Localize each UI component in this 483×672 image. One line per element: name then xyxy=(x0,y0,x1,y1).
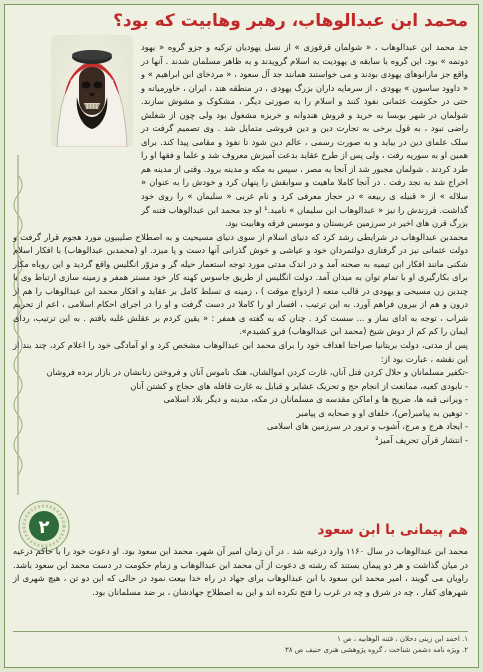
plan-item: - ویرانی قبه ها، ضریح ها و اماکن مقدسه ی مسلمانان در مکه، مدینه و دیگر بلاد اسلامی xyxy=(163,394,468,405)
paragraph-2: محمدبن عبدالوهاب در شرایطی رشد کرد که دنیای اسلام از سوی دنیای مسیحیت و به اصطلاح صلیبیون مورد هجوم قرار گرفت و دولت عثمانی نیز در گرفتاری دولتمردان خود و عیاشی و خوش گذرانی آنها دست و پا میزد. او (محمدبن عبدالوهاب) با افکار اسلام شکنی مانند افکار ابن تیمیه به صحنه آمد و در اندک مدتی مورد توجه استعمار حیله گر و مزوّر انگلیس واقع گردید و این روباه مکار برای بکارگیری او با تمام توان به میدان آمد. دولت انگلیس از طریق جاسوس کهنه کار خود مستر همفر و زمینه سازی ارتباط وی با چندین زن مسیحی و یهودی در قالب متعه ( ازدواج موقت ) ، زمینه ی تسلط کامل بر عقاید و افکار محمد ابن عبدالوهاب را هم از درون و هم از بیرون فراهم آورد. به این ترتیب ، افسار او را کاملا در دست گرفت و او را در اجرای احکام اسلامی ، اعم از تحریم شراب ، توجه به ادای نماز و ... سست کرد . چنان که به گفته ی همفر : « یقین کردم بر عقلش غلبه یافتم . به این ترتیب، ردای ایمان را کم کم از دوش شیخ (محمد ابن عبدالوهاب) فرو کشیدم». xyxy=(13,231,468,337)
section-body: محمد ابن عبدالوهاب در سال ۱۱۶۰ وارد درعیه شد . در آن زمان امیر آن شهر، محمد ابن سعود بود. او دعوت خود را با حاکم درعیه در میان گذاشت و هر دو پیمان بستند که رشته ی دعوت از آن محمد ابن عبدالوهاب و زمام حکومت در دست محمد ابن سعود باشد. راویان می گویند ، امیر محمد ابن سعود با ابن عبدالوهاب برای جهاد در راه خدا بیعت نمود در حالی که این دو تن ، هیچ شهری از شهرهای کفار ، چه در شرق و چه در غرب را فتح نکرده اند و این به اصطلاح جهادشان ، بر ضد مسلمانان بود. xyxy=(13,546,468,597)
footnotes xyxy=(13,631,468,656)
plan-item: - ایجاد هرج و مرج، آشوب و ترور در سرزمین های اسلامی xyxy=(266,421,468,432)
page-number: ۲ xyxy=(38,517,50,538)
plan-list xyxy=(13,366,468,447)
plan-item: - نابودی کعبه، ممانعت از انجام حج و تحریک عشایر و قبایل به غارت قافله های حجاج و کشتن آنان xyxy=(130,380,468,391)
paragraph-1: جد محمد ابن عبدالوهاب ، « شولمان قرقوزی » از نسل یهودیان ترکیه و جزو گروه « یهود دونمه » بود. این گروه با سابقه ی یهودیت به اسلام گرویدند و به ظاهر مسلمان شدند . آنها در واقع جز مارانوهای یهودی بودند و می خواستند همانند جد آل سعود ، « مردخای ابن ابراهیم » و « داوود ساسون » یهودی ، از سرمایه داران بزرگ یهودی ، در منطقه هند ، ایران ، خاورمیانه و حتی در حکومت عثمانی نفوذ کنند و اسلام را به صورتی دیگر ، مشکوک و مشوش سازند. شولمان در شهر بوبسا به خرید و فروش هندوانه و خربزه مشغول بود ولی چون از شغلش راضی نبود ، به قول برخی به تجارت دین و دین فروشی متمایل شد . وی تصمیم گرفت در سلک علمای دین در بیاید و به صورت رسمی ، عالم دین شود تا نفوذ و مقامی پیدا کند. برای همین او به سوریه رفت ، ولی پس از طرح عقاید بدعت آمیزش معروف شد و علما و فقها او را طرد کردند . شولمان مجبور شد از آنجا به مصر ، سپس به مکه و مدینه برود. وقتی از مدینه هم اخراج شد به نجد رفت . در آنجا کاملا ماهیت و سوابقش را پنهان کرد و خودش را به عنوان « سلاله » از « قبیله ی ربیعه » در حجاز معرفی کرد و نام عربی « سلیمان » را روی خود گذاشت. فرزندش را نیز « عبدالوهاب ابن سلیمان » نامید.¹ او جد محمد ابن عبدالوهاب فتنه گر بزرگ قرن های اخیر در سرزمین عربستان و موسس فرقه وهابیت بود. xyxy=(141,42,468,229)
section-heading: هم پیمانی با ابن سعود xyxy=(317,522,468,538)
article-body xyxy=(13,41,468,447)
article-page xyxy=(4,4,479,668)
article-title: محمد ابن عبدالوهاب، رهبر وهابیت که بود؟ xyxy=(113,11,468,31)
paragraph-3: پس از مدتی، دولت بریتانیا صراحتا اهداف خود را برای محمد ابن عبدالوهاب مشخص کرد و او آمادگی خود را اعلام کرد، چند بند از این نقشه ، عبارت بود از: xyxy=(13,340,468,364)
plan-item: - توهین به پیامبر(ص)، خلفای او و صحابه ی پیامبر xyxy=(296,407,468,418)
plan-item: -تکفیر مسلمانان و حلال کردن قتل آنان، غارت کردن اموالشان، هتک ناموس آنان و فروختن زنانشان در بازار برده فروشان xyxy=(46,367,468,378)
footnote-1: ۱. احمد ابن زینی دحلان ، فتنه الوهابیه ، ص ۱ xyxy=(337,635,468,643)
footnote-2: ۲. ویژه نامه دشمن شناخت ، گروه پژوهشی هنری حنیف ص ۳۸ xyxy=(285,646,468,654)
plan-item: - انتشار قرآن تحریف آمیز² xyxy=(375,434,468,445)
